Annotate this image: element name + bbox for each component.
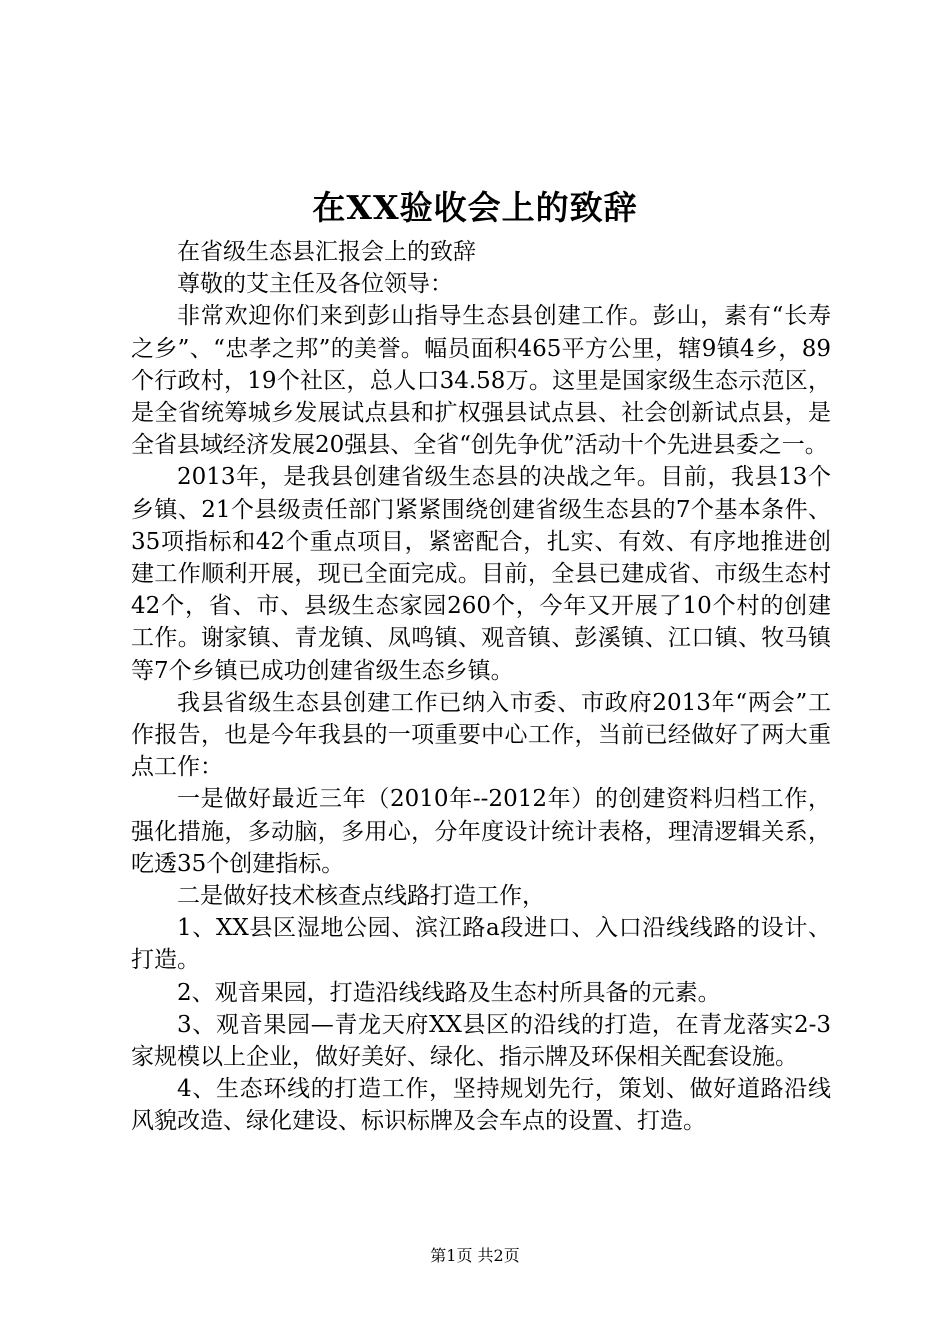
page-footer: 第1页 共2页 bbox=[430, 1246, 520, 1265]
paragraph-subtitle: 在省级生态县汇报会上的致辞 bbox=[177, 239, 476, 265]
list-item: 1、XX县区湿地公园、滨江路a段进口、入口沿线线路的设计、打造。 bbox=[131, 915, 831, 974]
paragraph: 一是做好最近三年（2010年--2012年）的创建资料归档工作，强化措施，多动脑，多用心，分年度设计统计表格，理清逻辑关系，吃透35个创建指标。 bbox=[131, 786, 831, 877]
paragraph: 非常欢迎你们来到彭山指导生态县创建工作。彭山，素有“长寿之乡”、“忠孝之邦”的美誉。幅员面积465平方公里，辖9镇4乡，89个行政村，19个社区，总人口34.58万。这里是国家级生态示范区，是全省统筹城乡发展试点县和扩权强县试点县、社会创新试点县，是全省县域经济发展20强县、全省“创先争优”活动十个先进县委之一。 bbox=[131, 303, 831, 459]
list-item: 4、生态环线的打造工作，坚持规划先行，策划、做好道路沿线风貌改造、绿化建设、标识标牌及会车点的设置、打造。 bbox=[131, 1076, 831, 1135]
list-item: 2、观音果园，打造沿线线路及生态村所具备的元素。 bbox=[177, 979, 721, 1006]
paragraph: 二是做好技术核查点线路打造工作， bbox=[177, 883, 545, 910]
paragraph: 我县省级生态县创建工作已纳入市委、市政府2013年“两会”工作报告，也是今年我县的一项重要中心工作，当前已经做好了两大重点工作： bbox=[131, 689, 831, 781]
document-body bbox=[131, 236, 831, 1138]
document-title: 在XX验收会上的致辞 bbox=[312, 188, 638, 227]
paragraph-salutation: 尊敬的艾主任及各位领导： bbox=[177, 271, 453, 298]
list-item: 3、观音果园—青龙天府XX县区的沿线的打造，在青龙落实2-3家规模以上企业，做好美好、绿化、指示牌及环保相关配套设施。 bbox=[131, 1011, 831, 1071]
paragraph: 2013年，是我县创建省级生态县的决战之年。目前，我县13个乡镇、21个县级责任部门紧紧围绕创建省级生态县的7个基本条件、35项指标和42个重点项目，紧密配合，扎实、有效、有序地推进创建工作顺利开展，现已全面完成。目前，全县已建成省、市级生态村42个，省、市、县级生态家园260个，今年又开展了10个村的创建工作。谢家镇、青龙镇、凤鸣镇、观音镇、彭溪镇、江口镇、牧马镇等7个乡镇已成功创建省级生态乡镇。 bbox=[131, 464, 831, 684]
